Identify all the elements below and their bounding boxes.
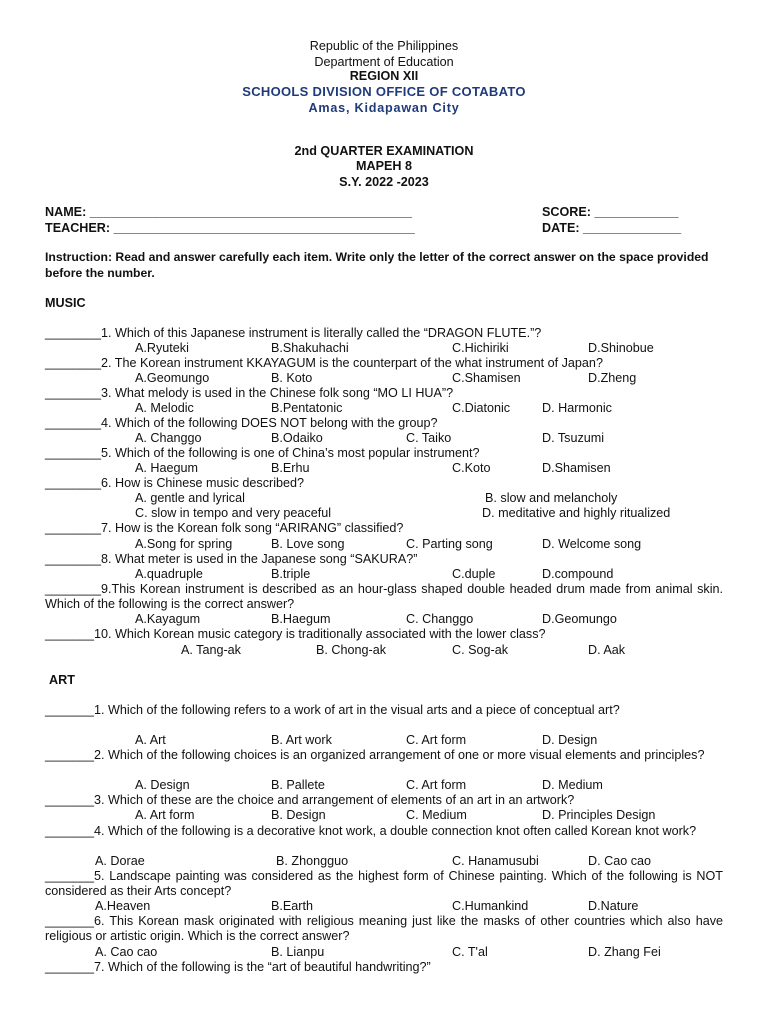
header-department: Department of Education bbox=[314, 55, 454, 69]
art-q6-option-c: C. T'al bbox=[452, 945, 488, 959]
exam-title: 2nd QUARTER EXAMINATION bbox=[294, 144, 474, 158]
music-q1-option-c: C.Hichiriki bbox=[452, 341, 509, 355]
music-q2-option-b: B. Koto bbox=[271, 371, 313, 385]
art-q5-option-b: B.Earth bbox=[271, 899, 313, 913]
art-q2-option-b: B. Pallete bbox=[271, 778, 325, 792]
art-question-1: _______1. Which of the following refers to a work of art in the visual arts and a piece of conceptual art? bbox=[45, 703, 620, 717]
art-q4-option-d: D. Cao cao bbox=[588, 854, 651, 868]
music-q6-option-b: B. slow and melancholy bbox=[485, 491, 618, 505]
music-q10-option-b: B. Chong-ak bbox=[316, 643, 387, 657]
music-q9-option-c: C. Changgo bbox=[406, 612, 474, 626]
music-question-2: ________2. The Korean instrument KKAYAGUM is the counterpart of the what instrument of Japan? bbox=[45, 356, 603, 370]
art-q3-option-a: A. Art form bbox=[135, 808, 195, 822]
art-q1-option-b: B. Art work bbox=[271, 733, 332, 747]
music-q3-option-b: B.Pentatonic bbox=[271, 401, 343, 415]
date-field[interactable]: DATE: ______________ bbox=[542, 221, 682, 235]
music-q5-option-b: B.Erhu bbox=[271, 461, 310, 475]
music-q7-option-d: D. Welcome song bbox=[542, 537, 642, 551]
music-q1-option-b: B.Shakuhachi bbox=[271, 341, 349, 355]
art-question-3: _______3. Which of these are the choice and arrangement of elements of an art in an artwork? bbox=[45, 793, 575, 807]
art-question-2: _______2. Which of the following choices is an organized arrangement of one or more visual elements and principles? bbox=[45, 748, 705, 762]
score-field[interactable]: SCORE: ____________ bbox=[542, 205, 679, 219]
music-q5-option-d: D.Shamisen bbox=[542, 461, 611, 475]
music-q10-option-a: A. Tang-ak bbox=[181, 643, 241, 657]
music-q8-option-c: C.duple bbox=[452, 567, 496, 581]
art-q6-option-d: D. Zhang Fei bbox=[588, 945, 661, 959]
music-question-1: ________1. Which of this Japanese instrument is literally called the “DRAGON FLUTE.”? bbox=[45, 326, 542, 340]
music-q7-option-a: A.Song for spring bbox=[135, 537, 233, 551]
music-q3-option-c: C.Diatonic bbox=[452, 401, 511, 415]
music-q9-option-d: D.Geomungo bbox=[542, 612, 617, 626]
art-q4-option-c: C. Hanamusubi bbox=[452, 854, 539, 868]
art-q4-option-a: A. Dorae bbox=[95, 854, 145, 868]
art-q4-option-b: B. Zhongguo bbox=[276, 854, 349, 868]
music-q3-option-a: A. Melodic bbox=[135, 401, 194, 415]
exam-subject: MAPEH 8 bbox=[356, 159, 412, 173]
music-q8-option-d: D.compound bbox=[542, 567, 614, 581]
art-q3-option-b: B. Design bbox=[271, 808, 326, 822]
art-q1-option-a: A. Art bbox=[135, 733, 166, 747]
music-q2-option-a: A.Geomungo bbox=[135, 371, 210, 385]
exam-school-year: S.Y. 2022 -2023 bbox=[339, 175, 429, 189]
music-q10-option-d: D. Aak bbox=[588, 643, 626, 657]
art-q3-option-d: D. Principles Design bbox=[542, 808, 656, 822]
art-q1-option-d: D. Design bbox=[542, 733, 598, 747]
name-field[interactable]: NAME: ______________________________________________ bbox=[45, 205, 412, 219]
music-q8-option-b: B.triple bbox=[271, 567, 311, 581]
art-q3-option-c: C. Medium bbox=[406, 808, 467, 822]
art-heading: ART bbox=[49, 673, 75, 687]
art-q5-option-a: A.Heaven bbox=[95, 899, 151, 913]
art-question-5: _______5. Landscape painting was considered as the highest form of Chinese painting. Which of the following is NOT considered as their Arts concept? bbox=[45, 869, 723, 899]
art-q6-option-b: B. Lianpu bbox=[271, 945, 325, 959]
teacher-field[interactable]: TEACHER: ___________________________________________ bbox=[45, 221, 415, 235]
art-q5-option-d: D.Nature bbox=[588, 899, 639, 913]
music-q4-option-a: A. Changgo bbox=[135, 431, 202, 445]
music-q6-option-c: C. slow in tempo and very peaceful bbox=[135, 506, 332, 520]
music-q8-option-a: A.quadruple bbox=[135, 567, 203, 581]
header-region: REGION XII bbox=[349, 69, 419, 83]
music-question-7: ________7. How is the Korean folk song “ARIRANG” classified? bbox=[45, 521, 404, 535]
music-q9-option-b: B.Haegum bbox=[271, 612, 331, 626]
music-q5-option-a: A. Haegum bbox=[135, 461, 198, 475]
music-question-10: _______10. Which Korean music category is traditionally associated with the lower class? bbox=[45, 627, 546, 641]
music-q2-option-c: C.Shamisen bbox=[452, 371, 521, 385]
music-question-6: ________6. How is Chinese music described? bbox=[45, 476, 305, 490]
music-q6-option-d: D. meditative and highly ritualized bbox=[482, 506, 671, 520]
music-question-5: ________5. Which of the following is one of China’s most popular instrument? bbox=[45, 446, 480, 460]
music-q2-option-d: D.Zheng bbox=[588, 371, 637, 385]
header-division: SCHOOLS DIVISION OFFICE OF COTABATO bbox=[242, 84, 526, 99]
art-q2-option-c: C. Art form bbox=[406, 778, 467, 792]
art-q2-option-a: A. Design bbox=[135, 778, 190, 792]
music-q1-option-a: A.Ryuteki bbox=[135, 341, 189, 355]
instruction-text: Instruction: Read and answer carefully each item. Write only the letter of the correct answer on the space provided before the number. bbox=[45, 250, 709, 280]
music-question-4: ________4. Which of the following DOES NOT belong with the group? bbox=[45, 416, 438, 430]
music-heading: MUSIC bbox=[45, 296, 86, 310]
header-republic: Republic of the Philippines bbox=[309, 39, 459, 53]
music-question-9: ________9.This Korean instrument is described as an hour-glass shaped double headed drum made from animal skin. Which of the following is the correct answer? bbox=[45, 582, 723, 612]
music-question-3: ________3. What melody is used in the Chinese folk song “MO LI HUA”? bbox=[45, 386, 454, 400]
art-q6-option-a: A. Cao cao bbox=[95, 945, 158, 959]
music-q4-option-d: D. Tsuzumi bbox=[542, 431, 605, 445]
header-address: Amas, Kidapawan City bbox=[308, 101, 460, 115]
music-question-8: ________8. What meter is used in the Japanese song “SAKURA?” bbox=[45, 552, 418, 566]
music-q6-option-a: A. gentle and lyrical bbox=[135, 491, 245, 505]
music-q7-option-c: C. Parting song bbox=[406, 537, 493, 551]
art-question-6: _______6. This Korean mask originated with religious meaning just like the masks of other countries which also have religious or artistic origin. Which is the correct answer? bbox=[45, 914, 723, 944]
music-q3-option-d: D. Harmonic bbox=[542, 401, 612, 415]
art-question-4: _______4. Which of the following is a decorative knot work, a double connection knot often called Korean knot work? bbox=[45, 824, 697, 838]
art-q2-option-d: D. Medium bbox=[542, 778, 603, 792]
music-q5-option-c: C.Koto bbox=[452, 461, 491, 475]
music-q1-option-d: D.Shinobue bbox=[588, 341, 654, 355]
music-q9-option-a: A.Kayagum bbox=[135, 612, 201, 626]
art-q1-option-c: C. Art form bbox=[406, 733, 467, 747]
music-q4-option-b: B.Odaiko bbox=[271, 431, 323, 445]
art-question-7: _______7. Which of the following is the “art of beautiful handwriting?” bbox=[45, 960, 431, 974]
music-q4-option-c: C. Taiko bbox=[406, 431, 452, 445]
music-q10-option-c: C. Sog-ak bbox=[452, 643, 508, 657]
art-q5-option-c: C.Humankind bbox=[452, 899, 529, 913]
music-q7-option-b: B. Love song bbox=[271, 537, 345, 551]
